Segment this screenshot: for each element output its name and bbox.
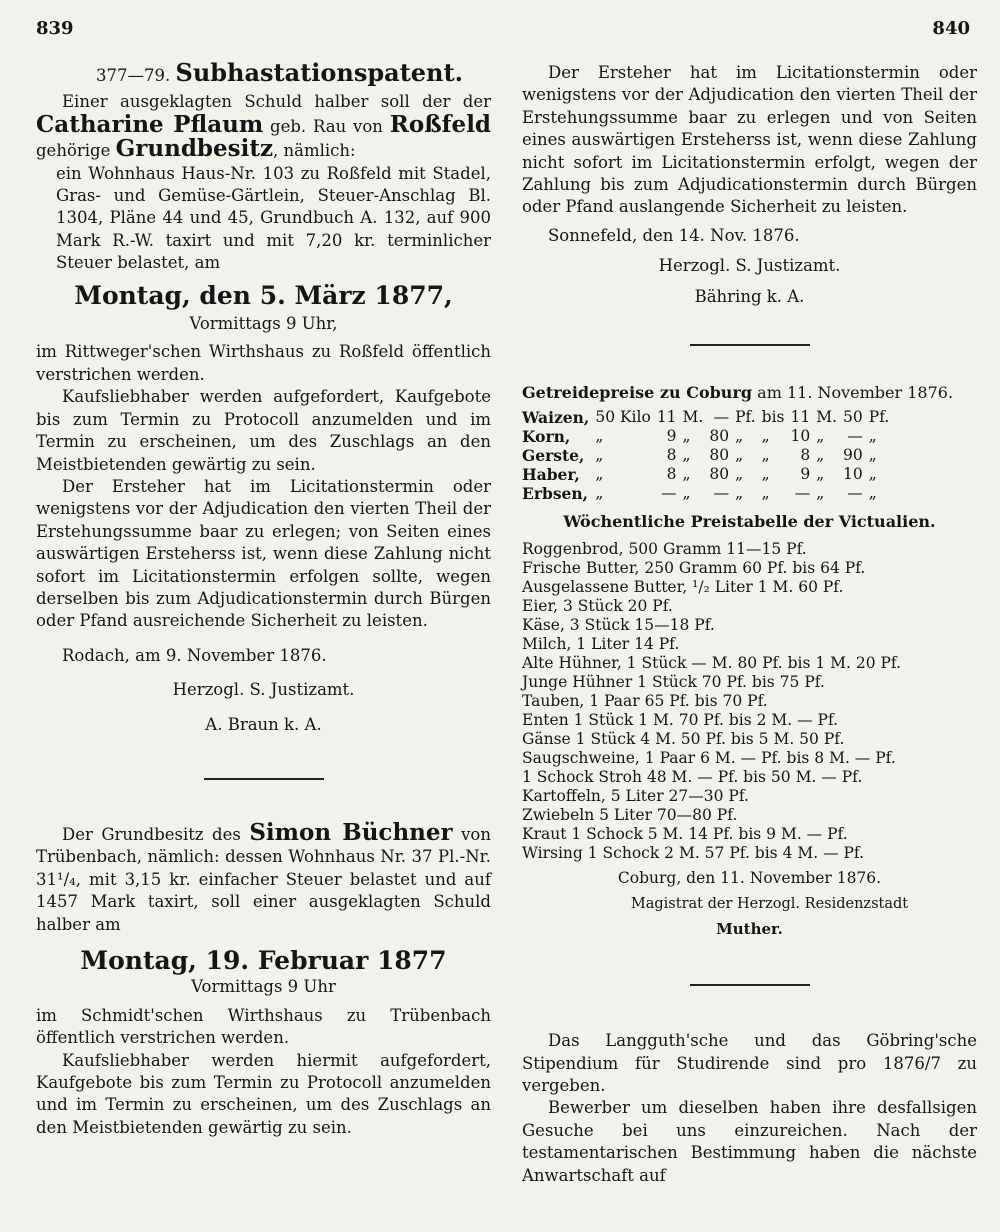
grain-row-cell: „ [735,446,744,465]
left-column [36,58,492,1139]
right-column [522,62,977,1187]
notice1-property-word: Grundbesitz [115,135,274,163]
notice1-intro [36,91,491,162]
notice1-signature: A. Braun k. A. [205,714,322,734]
grain-row-cell: „ [761,484,770,503]
notice1-place-line: im Rittweger'schen Wirthshaus zu Roßfeld öffentlich verstrichen werden. [36,342,491,384]
continued-para: Der Ersteher hat im Licitationstermin oder wenigstens vor der Adjudication den vierten Theil der Erstehungssumme baar zu erlegen und von Seiten eines auswärtigen Ersteherss ist, wenn diese Zahlung nicht sofort im Licitationstermin erfolgt, wegen der Zahlung bis zum Adjudicationstermin durch Bürgen oder Pfand auslangende Sicherheit zu leisten. [522,63,977,217]
grain-title-date: am 11. November 1876. [757,383,954,403]
grain-row-cell: Pf. [868,408,890,427]
grain-row [522,408,892,427]
notice2-owner-name: Simon Büchner [249,818,453,846]
victual-item: Gänse 1 Stück 4 M. 50 Pf. bis 5 M. 50 Pf. [522,729,845,748]
victual-item: Junge Hühner 1 Stück 70 Pf. bis 75 Pf. [522,672,825,691]
grain-row-cell: 11 [656,408,677,427]
notice1-property-desc: ein Wohnhaus Haus-Nr. 103 zu Roßfeld mit Stadel, Gras- und Gemüse-Gärtlein, Steuer-Anschlag Bl. 1304, Pläne 44 und 45, Grundbuch A. 132, auf 900 Mark R.-W. taxirt und mit 7,20 kr. terminlicher Steuer belastet, am [56,163,491,273]
notice1-owner-name: Catharine Pflaum [36,110,264,138]
grain-row-cell: „ [868,427,877,446]
grain-row-label: Haber, [522,465,580,485]
grain-row-cell: „ [595,484,604,503]
grain-row-label: Waizen, [522,408,590,428]
victual-item: Wirsing 1 Schock 2 M. 57 Pf. bis 4 M. — Pf. [522,843,865,862]
grain-row-cell: „ [682,465,691,484]
divider-rule-right-2 [690,984,810,986]
grain-row [522,484,892,503]
grain-row-cell: „ [868,484,877,503]
grain-row-label: Gerste, [522,446,585,466]
continued-place-date: Sonnefeld, den 14. Nov. 1876. [548,225,800,245]
notice1-title: Subhastationspatent. [175,58,463,87]
notice1-para2: Der Ersteher hat im Licitationstermin oder wenigstens vor der Adjudication den vierten Theil der Erstehungssumme baar zu erlegen; von Seiten eines auswärtigen Ersteherss ist, wenn diese Zahlung nicht sofort im Licitationstermin erfolgen sollte, wegen derselben bis zum Adjudicationstermin durch Bürgen oder Pfand ausreichende Sicherheit zu leisten. [36,476,491,631]
continued-authority: Herzogl. S. Justizamt. [658,256,841,276]
notice1-time-line: Vormittags 9 Uhr, [189,314,338,334]
grain-row [522,427,892,446]
notice2-date-line: Montag, 19. Februar 1877 [80,946,447,975]
grain-row-cell: „ [682,446,691,465]
page-number-left: 839 [36,18,74,39]
notice1-authority: Herzogl. S. Justizamt. [172,680,355,700]
victual-item: Roggenbrod, 500 Gramm 11—15 Pf. [522,539,807,558]
notice1-heading [96,58,491,87]
victual-item: Milch, 1 Liter 14 Pf. [522,634,680,653]
grain-row-cell: „ [595,446,604,465]
stipend-para2: Bewerber um dieselben haben ihre desfallsigen Gesuche bei uns einzureichen. Nach der testamentarischen Bestimmung haben die nächste Anwartschaft auf [522,1098,977,1185]
continued-signature: Bähring k. A. [694,286,805,306]
grain-row-cell: Pf. [735,408,756,427]
grain-row-cell: — [847,484,863,503]
victual-item: Zwiebeln 5 Liter 70—80 Pf. [522,805,738,824]
grain-row-cell: — [713,408,730,427]
grain-row-cell: „ [735,427,744,446]
notice1-belonging: gehörige [36,141,111,161]
grain-row-cell: 8 [666,465,677,484]
grain-row-cell: 80 [709,427,730,446]
grain-row-cell: „ [816,484,825,503]
grain-row-cell: „ [595,465,604,484]
grain-row-cell: 50 Kilo [595,408,651,427]
grain-row-cell: „ [761,446,770,465]
grain-row-cell: „ [761,427,770,446]
grain-row-cell: — [661,484,677,503]
notice2-intro-text-b: von Trübenbach, nämlich: dessen Wohnhaus Nr. 37 Pl.-Nr. 31¹/₄, mit 3,15 kr. einfacher Steuer belastet und auf 1457 Mark taxirt, soll einer ausgeklagten Schuld halber am [36,824,491,934]
victual-item: Saugschweine, 1 Paar 6 M. — Pf. bis 8 M. — Pf. [522,748,896,767]
grain-row-cell: „ [816,427,825,446]
grain-row-cell: M. [682,408,704,427]
notice1-intro-text: Einer ausgeklagten Schuld halber soll der der [62,92,491,112]
grain-price-table [522,408,892,503]
grain-row-cell: „ [816,446,825,465]
grain-row-cell: bis [761,408,785,427]
grain-row [522,446,892,465]
grain-row-cell: „ [868,446,877,465]
grain-row-cell: 8 [800,446,811,465]
notice2-place-line: im Schmidt'schen Wirthshaus zu Trübenbach öffentlich verstrichen werden. [36,1005,491,1048]
grain-row-cell: 10 [843,465,863,484]
grain-row-cell: 9 [800,465,811,484]
grain-row-cell: 10 [790,427,811,446]
victuals-authority: Magistrat der Herzogl. Residenzstadt [630,896,909,913]
victual-item: Frische Butter, 250 Gramm 60 Pf. bis 64 Pf. [522,558,866,577]
grain-row-label: Korn, [522,427,571,447]
grain-row-cell: „ [735,465,744,484]
notice1-number: 377—79. [96,66,171,85]
notice2-intro [36,818,491,936]
grain-row-cell: „ [816,465,825,484]
grain-row-cell: — [794,484,811,503]
victuals-title: Wöchentliche Preistabelle der Victualien. [563,512,936,532]
grain-row-cell: „ [868,465,877,484]
stipend-para1: Das Langguth'sche und das Göbring'sche Stipendium für Studirende sind pro 1876/7 zu vergeben. [522,1031,977,1095]
notice1-para1: Kaufsliebhaber werden aufgefordert, Kaufgebote bis zum Termin zu Protocoll anzumelden und im Termin zu erscheinen, um des Zuschlags an den Meistbietenden gewärtig zu sein. [36,387,491,474]
victual-item: Tauben, 1 Paar 65 Pf. bis 70 Pf. [522,691,768,710]
grain-row-cell: „ [682,484,691,503]
notice2-para1: Kaufsliebhaber werden hiermit aufgefordert, Kaufgebote bis zum Termin zu Protocoll anzumelden und im Termin zu erscheinen, um des Zuschlags an den Meistbietenden gewärtig zu sein. [36,1050,491,1137]
grain-title-main: Getreidepreise zu Coburg [522,383,753,403]
victual-item: 1 Schock Stroh 48 M. — Pf. bis 50 M. — Pf. [522,767,863,786]
grain-row-cell: „ [735,484,744,503]
notice2-time-line: Vormittags 9 Uhr [191,977,336,997]
grain-row-cell: 8 [666,446,677,465]
grain-row-cell: „ [682,427,691,446]
grain-row-cell: — [847,427,863,446]
notice1-owner-born: geb. Rau von [270,116,383,136]
grain-title [522,382,977,404]
notice1-place-date: Rodach, am 9. November 1876. [62,645,327,665]
victual-item: Kartoffeln, 5 Liter 27—30 Pf. [522,786,749,805]
grain-row-cell: „ [595,427,604,446]
victual-item: Eier, 3 Stück 20 Pf. [522,596,673,615]
notice1-belonging-end: , nämlich: [273,141,356,161]
notice2-intro-text: Der Grundbesitz des [62,824,241,844]
grain-row-cell: „ [761,465,770,484]
grain-row-cell: 50 [843,408,863,427]
grain-row-cell: 90 [843,446,863,465]
grain-row-cell: 80 [709,465,730,484]
notice1-date-line: Montag, den 5. März 1877, [74,280,453,310]
victuals-signature: Muther. [716,919,783,938]
victuals-place-date: Coburg, den 11. November 1876. [617,868,882,887]
divider-rule [204,778,324,780]
grain-row-cell: M. [816,408,838,427]
victual-item: Käse, 3 Stück 15—18 Pf. [522,615,715,634]
grain-row-cell: — [713,484,730,503]
victual-item: Kraut 1 Schock 5 M. 14 Pf. bis 9 M. — Pf. [522,824,848,843]
grain-row [522,465,892,484]
victuals-list [522,540,977,863]
victual-item: Alte Hühner, 1 Stück — M. 80 Pf. bis 1 M. 20 Pf. [522,653,902,672]
grain-row-label: Erbsen, [522,484,589,504]
grain-row-cell: 9 [666,427,677,446]
page-number-right: 840 [932,18,970,39]
notice1-owner-place: Roßfeld [389,110,492,138]
victual-item: Enten 1 Stück 1 M. 70 Pf. bis 2 M. — Pf. [522,710,839,729]
divider-rule-right-1 [690,344,810,346]
grain-row-cell: 11 [790,408,811,427]
victual-item: Ausgelassene Butter, ¹/₂ Liter 1 M. 60 Pf. [522,577,844,596]
grain-row-cell: 80 [709,446,730,465]
